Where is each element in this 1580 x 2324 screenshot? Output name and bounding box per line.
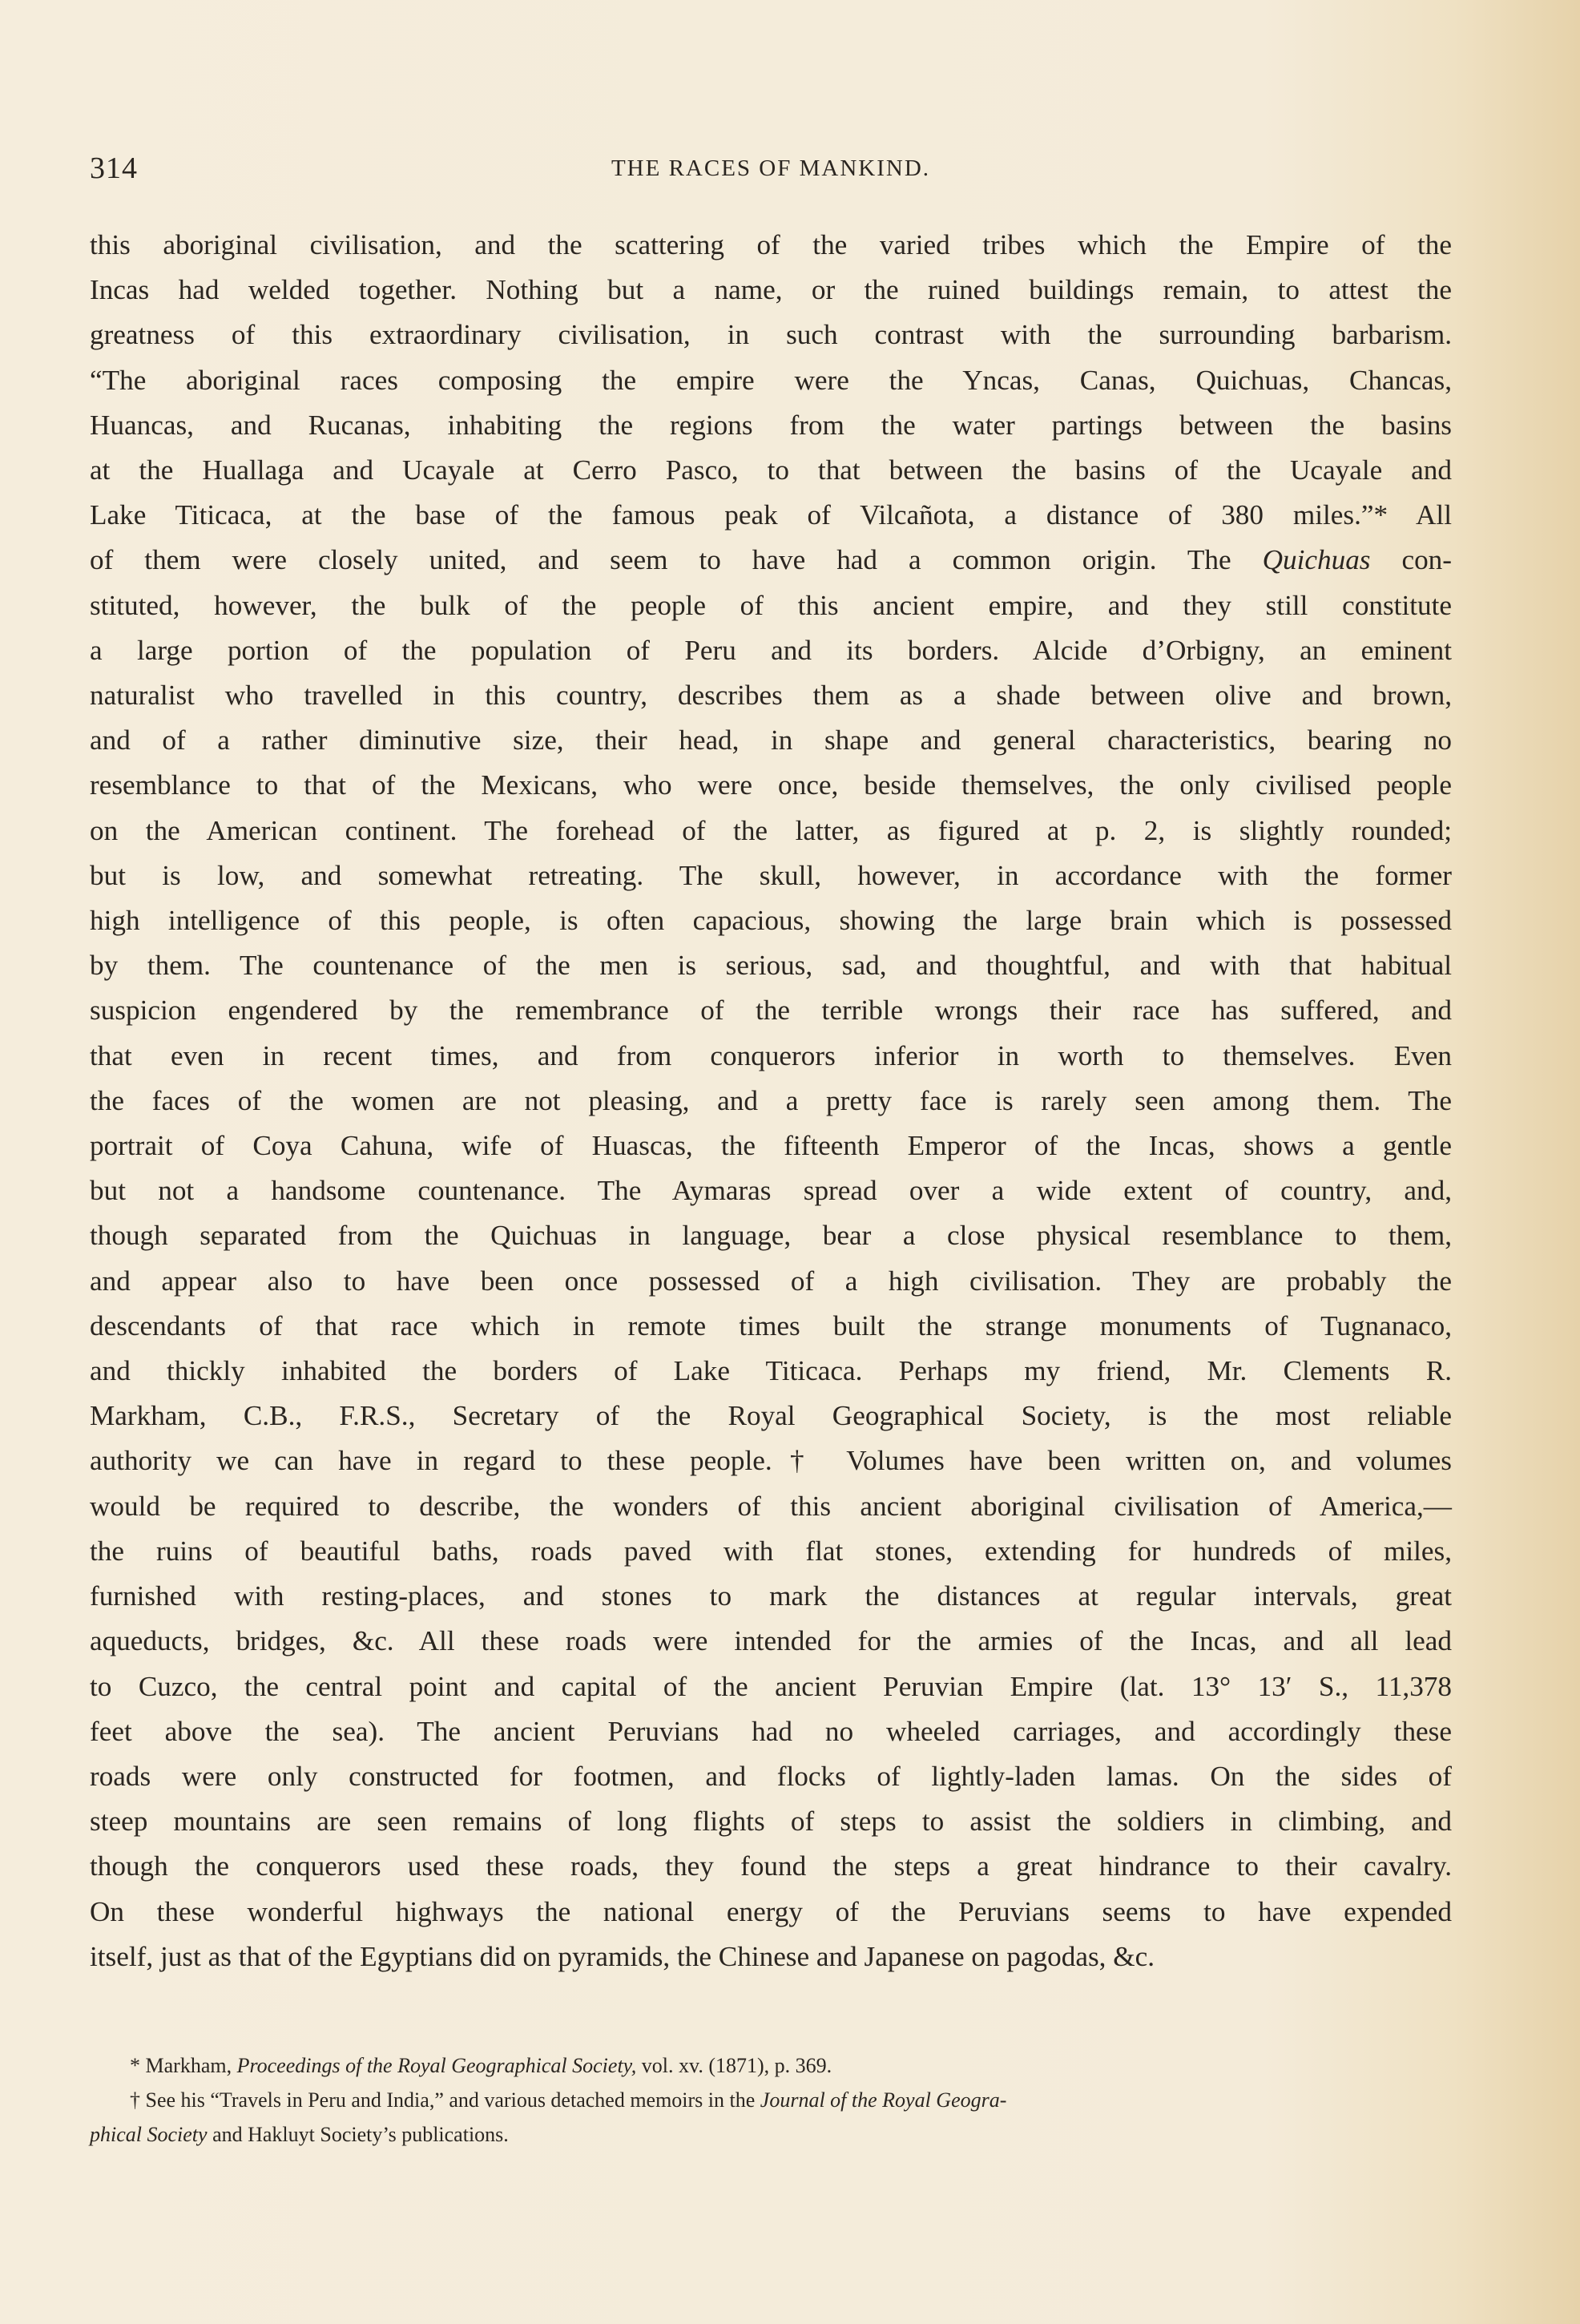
body-line: and thickly inhabited the borders of Lake Titicaca. Perhaps my friend, Mr. Clements R. bbox=[90, 1355, 1452, 1387]
body-line: that even in recent times, and from conquerors inferior in worth to themselves. Even bbox=[90, 1039, 1452, 1071]
body-line: “The aboriginal races composing the empire were the Yncas, Canas, Quichuas, Chancas, bbox=[90, 364, 1452, 396]
running-head: THE RACES OF MANKIND. bbox=[611, 155, 931, 181]
body-line: by them. The countenance of the men is serious, sad, and thoughtful, and with that habitual bbox=[90, 950, 1452, 982]
footnote-rest: vol. xv. (1871), p. 369. bbox=[641, 2054, 832, 2077]
footnote-journal-title: Journal of the Royal Geogra- bbox=[760, 2088, 1007, 2112]
footnotes bbox=[90, 2048, 1452, 2152]
body-line: portrait of Coya Cahuna, wife of Huascas, the fifteenth Emperor of the Incas, shows a gentle bbox=[90, 1130, 1452, 1162]
footnote-marker: † bbox=[130, 2088, 140, 2112]
body-line: of them were closely united, and seem to have had a common origin. The Quichuas con- bbox=[90, 544, 1452, 576]
body-line: Markham, C.B., F.R.S., Secretary of the Royal Geographical Society, is the most reliable bbox=[90, 1400, 1452, 1432]
page-number: 314 bbox=[90, 151, 138, 185]
body-line: itself, just as that of the Egyptians did on pyramids, the Chinese and Japanese on pagodas, &c. bbox=[90, 1940, 1155, 1972]
body-line: steep mountains are seen remains of long flights of steps to assist the soldiers in climbing, and bbox=[90, 1806, 1452, 1838]
footnote-title: Proceedings of the Royal Geographical Society, bbox=[236, 2054, 637, 2077]
body-text bbox=[90, 223, 1452, 1979]
body-line: Lake Titicaca, at the base of the famous peak of Vilcañota, a distance of 380 miles.”* All bbox=[90, 499, 1452, 531]
footnote-2-line-1 bbox=[90, 2083, 1452, 2117]
footnote-2 bbox=[90, 2083, 1452, 2152]
footnote-author: Markham, bbox=[145, 2054, 232, 2077]
body-line: though separated from the Quichuas in language, bear a close physical resemblance to them, bbox=[90, 1220, 1452, 1252]
footnote-2-line-2 bbox=[90, 2117, 1452, 2152]
footnote-text: and Hakluyt Society’s publications. bbox=[212, 2123, 509, 2146]
footnote-journal-title-cont: phical Society bbox=[90, 2123, 208, 2146]
body-line: this aboriginal civilisation, and the scattering of the varied tribes which the Empire of the bbox=[90, 229, 1452, 260]
body-line: greatness of this extraordinary civilisation, in such contrast with the surrounding barbarism. bbox=[90, 319, 1452, 351]
body-line: would be required to describe, the wonders of this ancient aboriginal civilisation of America,— bbox=[90, 1490, 1452, 1522]
italic-term: Quichuas bbox=[1262, 544, 1371, 576]
body-line: Incas had welded together. Nothing but a name, or the ruined buildings remain, to attest the bbox=[90, 274, 1452, 306]
body-line: naturalist who travelled in this country, describes them as a shade between olive and brown, bbox=[90, 680, 1452, 712]
body-line: but is low, and somewhat retreating. The skull, however, in accordance with the former bbox=[90, 859, 1452, 891]
body-line: to Cuzco, the central point and capital of the ancient Peruvian Empire (lat. 13° 13′ S., 11,378 bbox=[90, 1670, 1452, 1702]
body-line: suspicion engendered by the remembrance of the terrible wrongs their race has suffered, and bbox=[90, 995, 1452, 1027]
body-line: and appear also to have been once possessed of a high civilisation. They are probably the bbox=[90, 1265, 1452, 1297]
body-line: and of a rather diminutive size, their head, in shape and general characteristics, bearing no bbox=[90, 724, 1452, 757]
body-line: on the American continent. The forehead of the latter, as figured at p. 2, is slightly rounded; bbox=[90, 814, 1452, 846]
body-line: though the conquerors used these roads, they found the steps a great hindrance to their cavalry. bbox=[90, 1850, 1452, 1882]
body-line: furnished with resting-places, and stones to mark the distances at regular intervals, great bbox=[90, 1580, 1452, 1612]
body-line: aqueducts, bridges, &c. All these roads were intended for the armies of the Incas, and all lead bbox=[90, 1625, 1452, 1657]
footnote-text: See his “Travels in Peru and India,” and various detached memoirs in the bbox=[145, 2088, 756, 2112]
body-line: On these wonderful highways the national energy of the Peruvians seems to have expended bbox=[90, 1895, 1452, 1927]
body-line: the faces of the women are not pleasing, and a pretty face is rarely seen among them. The bbox=[90, 1084, 1452, 1116]
body-line: descendants of that race which in remote times built the strange monuments of Tugnanaco, bbox=[90, 1309, 1452, 1342]
footnote-marker: * bbox=[130, 2054, 140, 2077]
body-line: roads were only constructed for footmen, and flocks of lightly-laden lamas. On the sides of bbox=[90, 1760, 1452, 1792]
body-line: at the Huallaga and Ucayale at Cerro Pasco, to that between the basins of the Ucayale and bbox=[90, 454, 1452, 486]
body-line: a large portion of the population of Peru and its borders. Alcide d’Orbigny, an eminent bbox=[90, 634, 1452, 666]
body-line: authority we can have in regard to these people.† Volumes have been written on, and volumes bbox=[90, 1445, 1452, 1477]
page-header bbox=[90, 151, 1452, 196]
body-line: stituted, however, the bulk of the people of this ancient empire, and they still constitute bbox=[90, 589, 1452, 621]
body-line: Huancas, and Rucanas, inhabiting the regions from the water partings between the basins bbox=[90, 409, 1452, 441]
body-line: high intelligence of this people, is often capacious, showing the large brain which is possessed bbox=[90, 905, 1452, 937]
body-line: feet above the sea). The ancient Peruvians had no wheeled carriages, and accordingly these bbox=[90, 1715, 1452, 1747]
body-line: resemblance to that of the Mexicans, who were once, beside themselves, the only civilised people bbox=[90, 769, 1452, 801]
footnote-1 bbox=[90, 2048, 1452, 2083]
body-line: but not a handsome countenance. The Aymaras spread over a wide extent of country, and, bbox=[90, 1175, 1452, 1207]
body-line: the ruins of beautiful baths, roads paved with flat stones, extending for hundreds of miles, bbox=[90, 1535, 1452, 1567]
